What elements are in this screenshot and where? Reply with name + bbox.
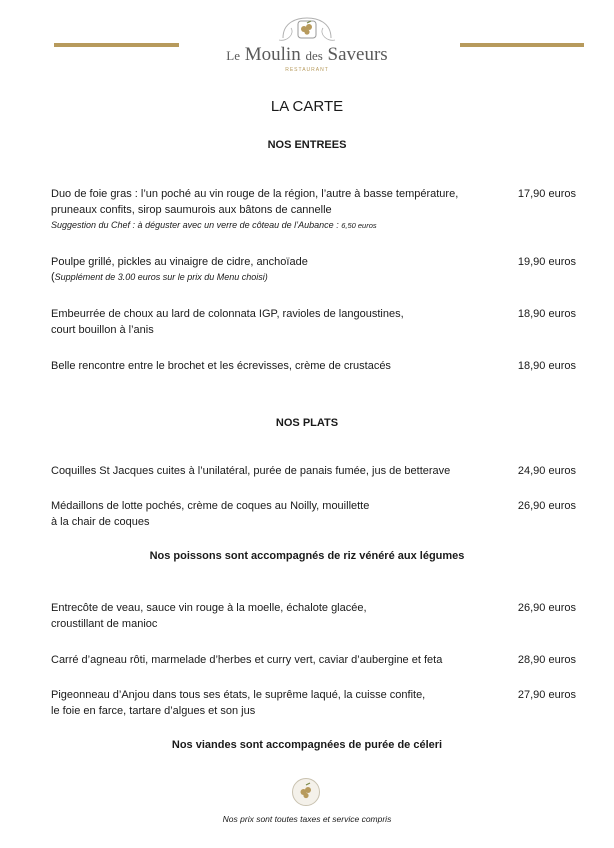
menu-item: Embeurrée de choux au lard de colonnata IGP, ravioles de langoustines, court bouillon à l’anis — [51, 308, 404, 336]
page-title: LA CARTE — [270, 98, 344, 115]
grape-leaf-emblem-icon — [291, 777, 321, 807]
menu-item: Médaillons de lotte pochés, crème de coques au Noilly, mouillette à la chair de coques — [51, 500, 370, 528]
header-gold-bar-left — [54, 43, 179, 47]
restaurant-logo — [200, 14, 414, 76]
menu-item: Carré d’agneau rôti, marmelade d’herbes et curry vert, caviar d’aubergine et feta — [51, 654, 443, 666]
menu-item-price: 18,90 euros — [517, 360, 576, 372]
menu-item-price: 26,90 euros — [517, 602, 576, 614]
section-title-plats: NOS PLATS — [275, 417, 339, 429]
menu-item-price: 18,90 euros — [517, 308, 576, 320]
menu-item: Pigeonneau d’Anjou dans tous ses états, le suprême laqué, la cuisse confite, le foie en farce, tartare d’algues et son jus — [51, 689, 426, 717]
viandes-side-note: Nos viandes sont accompagnées de purée de céleri — [171, 739, 443, 751]
menu-item: Coquilles St Jacques cuites à l’unilatéral, purée de panais fumée, jus de betterave — [51, 465, 451, 477]
footer-prices-note: Nos prix sont toutes taxes et service compris — [222, 814, 392, 824]
menu-item-price: 27,90 euros — [517, 689, 576, 701]
menu-item: Belle rencontre entre le brochet et les écrevisses, crème de crustacés — [51, 360, 391, 372]
menu-item-price: 26,90 euros — [517, 500, 576, 512]
menu-supplement-note: (Supplément de 3.00 euros sur le prix du Menu choisi) — [51, 271, 268, 283]
menu-item: Entrecôte de veau, sauce vin rouge à la moelle, échalote glacée, croustillant de manioc — [51, 602, 367, 630]
logo-wordmark: Le Moulin des Saveurs — [226, 44, 388, 65]
grape-leaf-emblem-icon — [277, 14, 337, 44]
menu-item-price: 19,90 euros — [517, 256, 576, 268]
menu-item-price: 28,90 euros — [517, 654, 576, 666]
menu-item-price: 24,90 euros — [517, 465, 576, 477]
menu-item: Poulpe grillé, pickles au vinaigre de cidre, anchoïade (Supplément de 3.00 euros sur le prix du Menu choisi) — [51, 254, 501, 284]
poissons-side-note: Nos poissons sont accompagnés de riz vénéré aux légumes — [149, 550, 465, 562]
section-title-entrees: NOS ENTREES — [267, 139, 347, 151]
chef-suggestion: Suggestion du Chef : à déguster avec un verre de côteau de l’Aubance : 6,50 euros — [51, 220, 377, 230]
menu-item-price: 17,90 euros — [517, 188, 576, 200]
header-gold-bar-right — [460, 43, 584, 47]
logo-subtitle: RESTAURANT — [285, 67, 329, 73]
menu-item: Duo de foie gras : l’un poché au vin rouge de la région, l’autre à basse température, pruneaux confits, sirop saumurois aux bâtons de cannelle Suggestion du Chef : à déguster avec un verre de côteau de l’Aubance : 6,50 euros — [51, 186, 501, 233]
